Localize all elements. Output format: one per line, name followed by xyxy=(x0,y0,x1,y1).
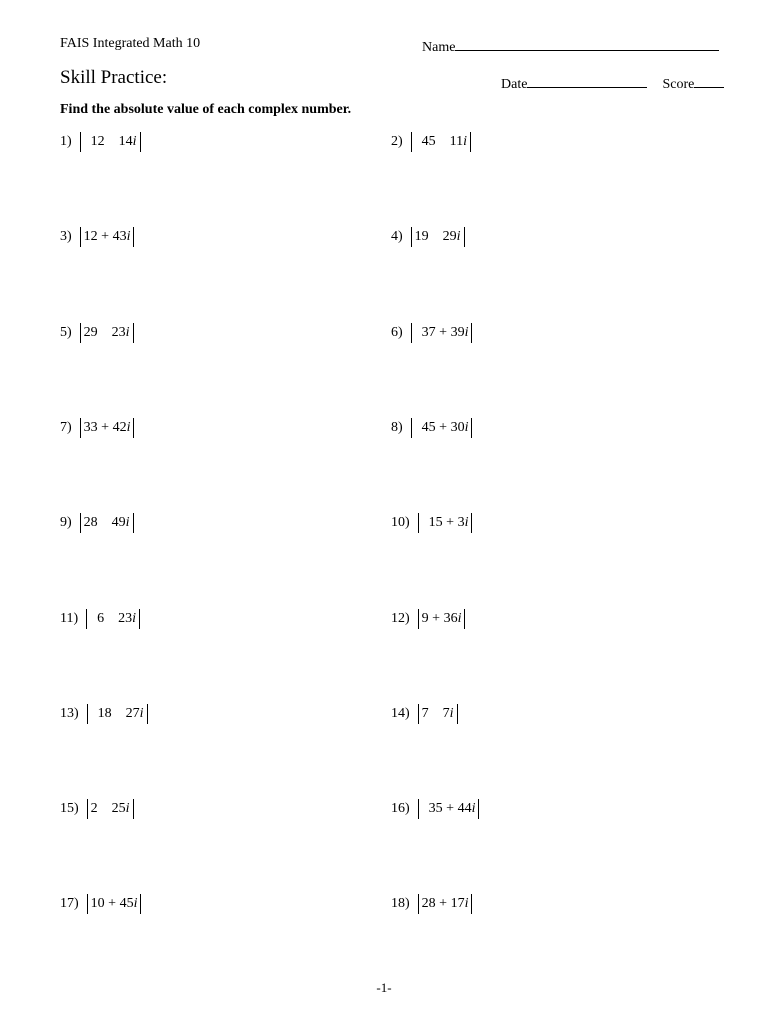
name-label: Name xyxy=(422,40,456,55)
complex-expression xyxy=(88,703,147,725)
problem-item xyxy=(60,226,134,248)
problem-number: 14) xyxy=(391,706,410,722)
page-number: -1- xyxy=(376,980,392,995)
expression-text: 10 + 45 xyxy=(90,896,134,911)
expression-text: 18 27 xyxy=(90,706,140,721)
expression-text: 12 14 xyxy=(83,134,133,149)
imaginary-unit: i xyxy=(126,229,131,244)
expression-text: 7 7 xyxy=(421,706,450,721)
complex-expression xyxy=(88,798,133,820)
complex-expression xyxy=(419,703,457,725)
course-title: FAIS Integrated Math 10 xyxy=(60,36,201,51)
problem-number: 8) xyxy=(391,420,403,436)
imaginary-unit: i xyxy=(132,611,137,626)
imaginary-unit: i xyxy=(464,420,469,435)
problem-item xyxy=(391,131,471,153)
abs-bar-right xyxy=(133,513,134,533)
imaginary-unit: i xyxy=(464,515,469,530)
abs-bar-right xyxy=(133,418,134,438)
abs-bar-right xyxy=(133,799,134,819)
imaginary-unit: i xyxy=(125,325,130,340)
expression-text: 28 49 xyxy=(83,515,126,530)
problem-number: 12) xyxy=(391,611,410,627)
expression-text: 45 11 xyxy=(414,134,464,149)
imaginary-unit: i xyxy=(457,611,462,626)
abs-bar-right xyxy=(133,227,134,247)
complex-expression xyxy=(81,417,134,439)
problem-number: 16) xyxy=(391,801,410,817)
problem-item xyxy=(60,893,141,915)
problem-number: 15) xyxy=(60,801,79,817)
problem-item xyxy=(391,322,472,344)
date-score-row xyxy=(501,73,724,93)
abs-bar-right xyxy=(139,609,140,629)
problem-number: 17) xyxy=(60,896,79,912)
instructions: Find the absolute value of each complex number. xyxy=(60,102,352,117)
problem-item xyxy=(391,798,479,820)
score-label: Score xyxy=(662,77,695,92)
expression-text: 9 + 36 xyxy=(421,611,458,626)
complex-expression xyxy=(88,893,141,915)
expression-text: 19 29 xyxy=(414,229,457,244)
abs-bar-right xyxy=(464,609,465,629)
expression-text: 33 + 42 xyxy=(83,420,127,435)
imaginary-unit: i xyxy=(456,229,461,244)
name-field[interactable] xyxy=(422,36,719,56)
abs-bar-right xyxy=(140,894,141,914)
problem-number: 13) xyxy=(60,706,79,722)
problem-item xyxy=(60,703,148,725)
imaginary-unit: i xyxy=(133,896,138,911)
problem-number: 2) xyxy=(391,134,403,150)
problem-number: 18) xyxy=(391,896,410,912)
name-line[interactable] xyxy=(455,36,719,51)
date-line[interactable] xyxy=(527,73,647,88)
date-label: Date xyxy=(501,77,528,92)
abs-bar-right xyxy=(140,132,141,152)
problem-item xyxy=(391,512,472,534)
imaginary-unit: i xyxy=(463,134,468,149)
problem-number: 6) xyxy=(391,325,403,341)
expression-text: 35 + 44 xyxy=(421,801,472,816)
complex-expression xyxy=(412,226,464,248)
abs-bar-right xyxy=(471,894,472,914)
complex-expression xyxy=(87,608,139,630)
complex-expression xyxy=(81,131,140,153)
abs-bar-right xyxy=(133,323,134,343)
problem-number: 4) xyxy=(391,229,403,245)
imaginary-unit: i xyxy=(126,420,131,435)
problem-item xyxy=(391,893,472,915)
expression-text: 12 + 43 xyxy=(83,229,127,244)
problem-item xyxy=(60,608,140,630)
problem-number: 9) xyxy=(60,515,72,531)
problem-number: 5) xyxy=(60,325,72,341)
problem-number: 1) xyxy=(60,134,72,150)
expression-text: 15 + 3 xyxy=(421,515,465,530)
complex-expression xyxy=(412,417,472,439)
imaginary-unit: i xyxy=(464,325,469,340)
complex-expression xyxy=(81,322,133,344)
complex-expression xyxy=(419,608,465,630)
problem-item xyxy=(391,608,465,630)
problem-number: 3) xyxy=(60,229,72,245)
page-title: Skill Practice: xyxy=(60,67,168,88)
problem-item xyxy=(60,322,134,344)
abs-bar-right xyxy=(470,132,471,152)
complex-expression xyxy=(419,893,472,915)
abs-bar-right xyxy=(471,418,472,438)
abs-bar-right xyxy=(464,227,465,247)
imaginary-unit: i xyxy=(471,801,476,816)
problem-number: 10) xyxy=(391,515,410,531)
expression-text: 28 + 17 xyxy=(421,896,465,911)
problem-item xyxy=(391,417,472,439)
imaginary-unit: i xyxy=(139,706,144,721)
complex-expression xyxy=(412,131,470,153)
complex-expression xyxy=(81,512,133,534)
abs-bar-right xyxy=(457,704,458,724)
expression-text: 45 + 30 xyxy=(414,420,465,435)
imaginary-unit: i xyxy=(125,515,130,530)
abs-bar-right xyxy=(478,799,479,819)
abs-bar-right xyxy=(471,323,472,343)
imaginary-unit: i xyxy=(132,134,137,149)
score-line[interactable] xyxy=(694,73,724,88)
complex-expression xyxy=(412,322,472,344)
imaginary-unit: i xyxy=(449,706,454,721)
problem-item xyxy=(391,226,465,248)
expression-text: 6 23 xyxy=(90,611,133,626)
expression-text: 2 25 xyxy=(90,801,126,816)
complex-expression xyxy=(419,798,479,820)
expression-text: 37 + 39 xyxy=(414,325,465,340)
problem-item xyxy=(60,798,134,820)
problem-item xyxy=(60,131,141,153)
abs-bar-right xyxy=(147,704,148,724)
abs-bar-right xyxy=(471,513,472,533)
problem-item xyxy=(391,703,458,725)
problem-item xyxy=(60,417,134,439)
imaginary-unit: i xyxy=(464,896,469,911)
imaginary-unit: i xyxy=(125,801,130,816)
problem-item xyxy=(60,512,134,534)
complex-expression xyxy=(419,512,472,534)
complex-expression xyxy=(81,226,134,248)
problem-number: 7) xyxy=(60,420,72,436)
problem-number: 11) xyxy=(60,611,79,627)
expression-text: 29 23 xyxy=(83,325,126,340)
